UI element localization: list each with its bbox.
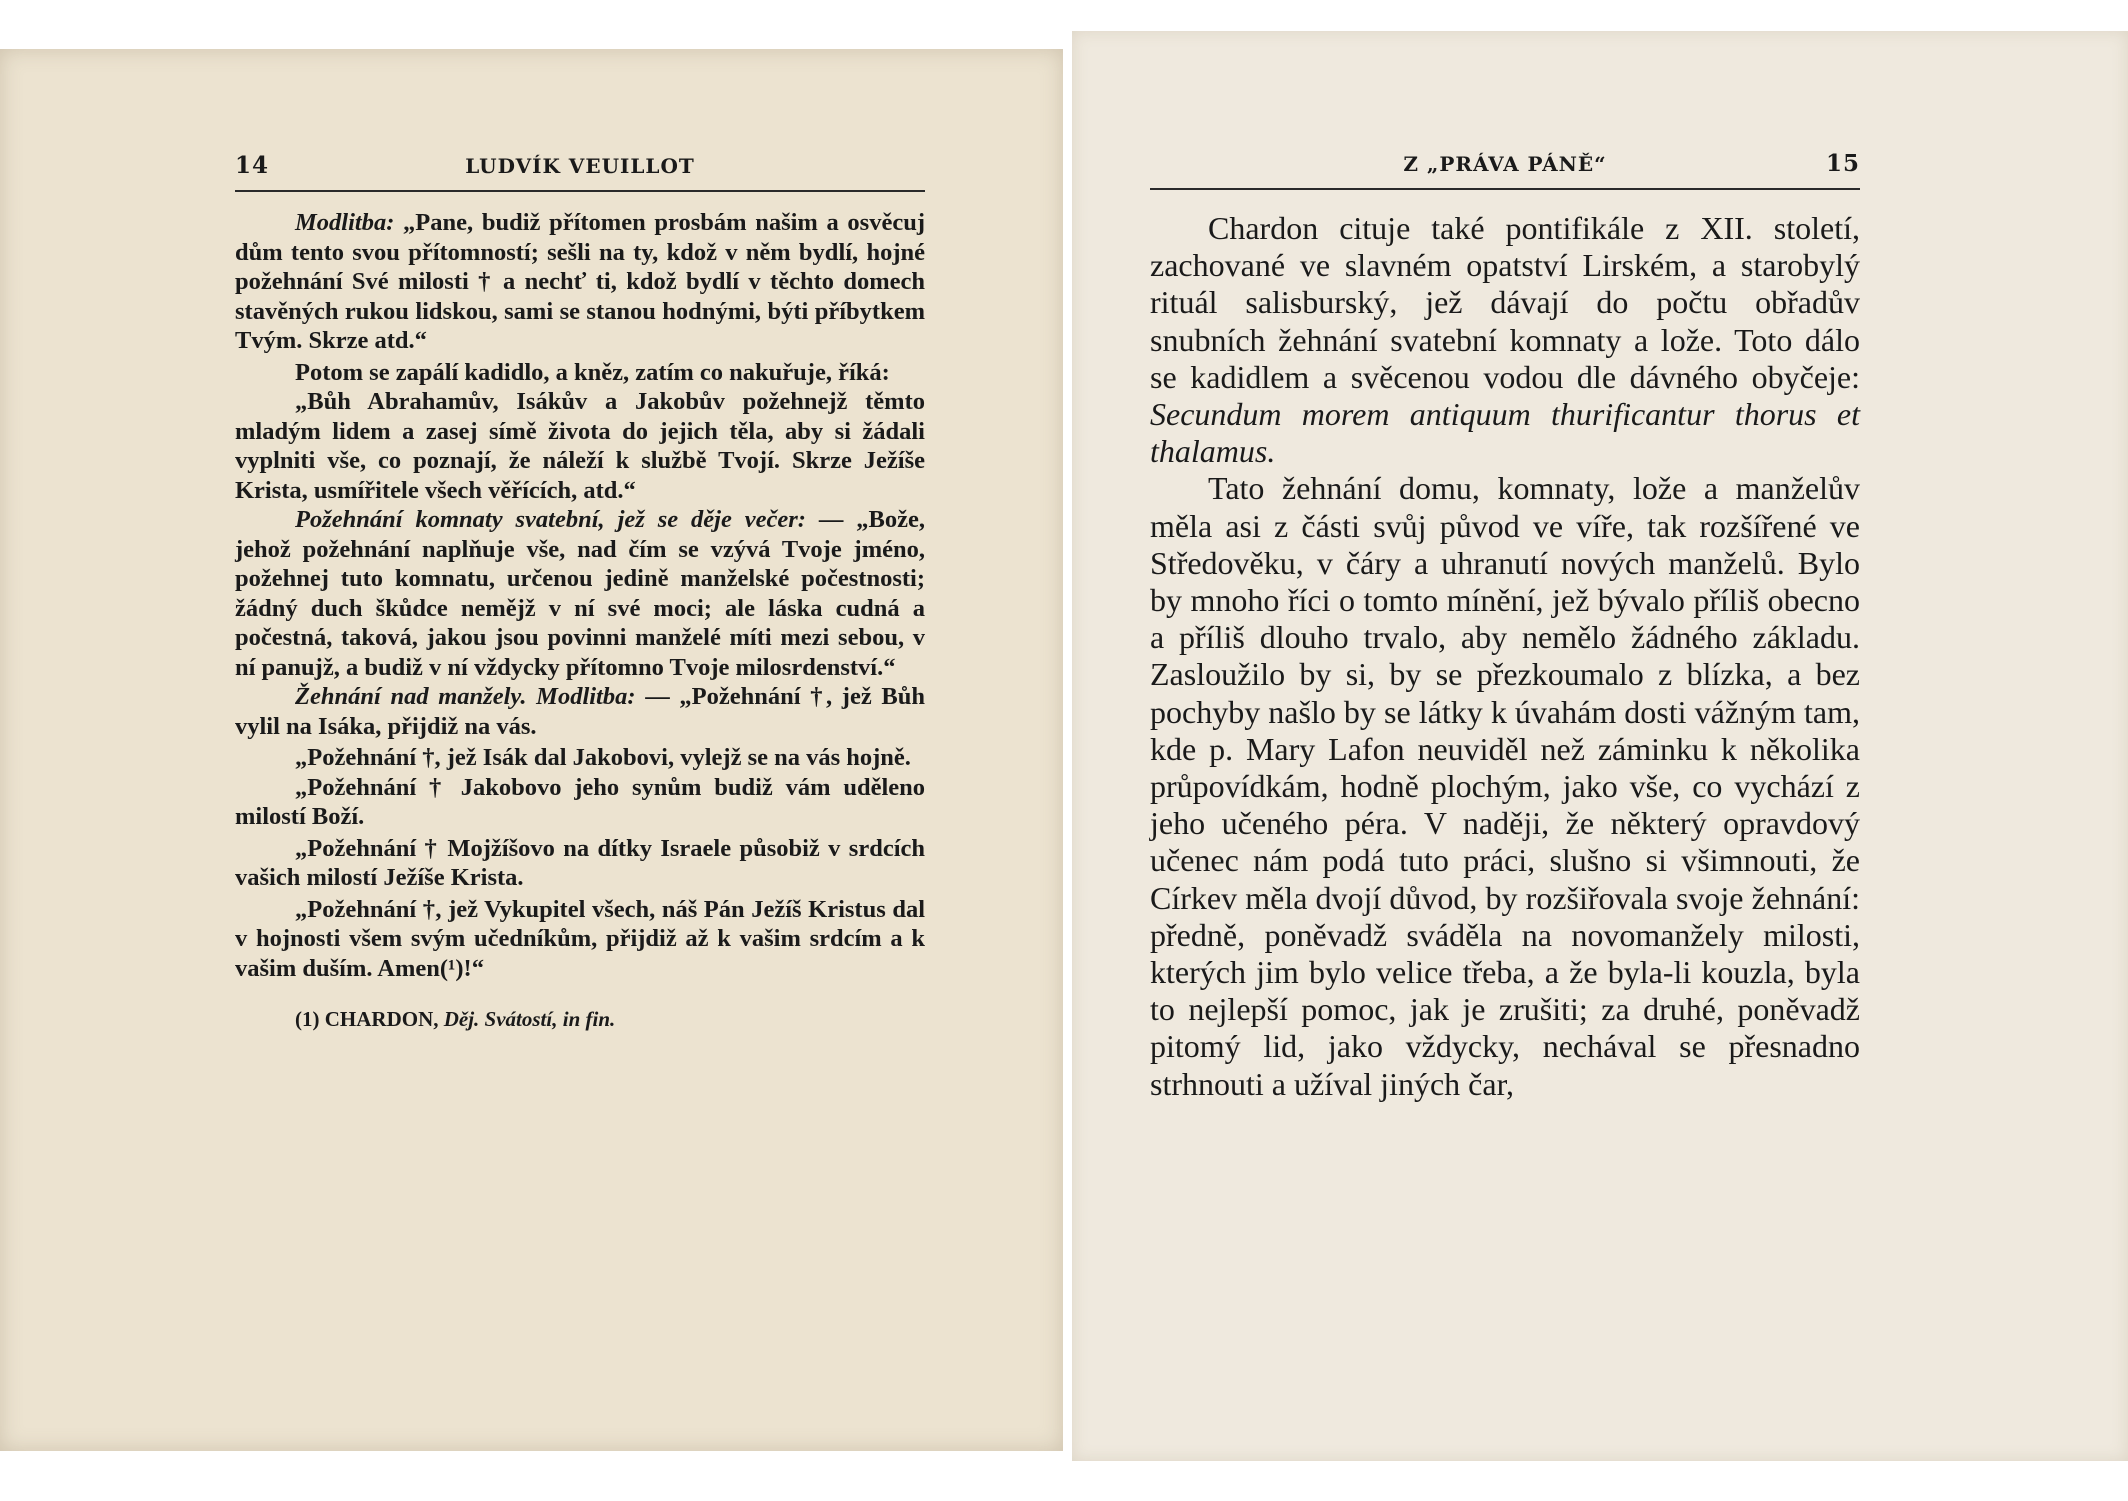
right-paragraph-2 [1150,470,1860,1102]
left-body-text [235,208,925,1035]
left-page-number: 14 [235,152,270,179]
left-paragraph-4-lead: Požehnání komnaty svatební, jež se děje večer: [295,506,806,533]
left-paragraph-4 [235,505,925,682]
left-paragraph-1 [235,208,925,356]
left-paragraph-2 [235,358,925,388]
left-paragraph-5-text: — „Požehnání †, jež Bůh vylil na Isáka, přijdiž na vás. [235,683,925,740]
right-header-rule [1150,188,1860,190]
left-paragraph-8-text: „Požehnání † Mojžíšovo na dítky Israele působiž v srdcích vašich milostí Ježíše Krista. [235,834,925,891]
left-paragraph-6-text: „Požehnání †, jež Isák dal Jakobovi, vylejž se na vás hojně. [295,744,911,771]
left-running-head: LUDVÍK VEUILLOT [465,154,695,178]
left-running-header [235,152,925,186]
left-paragraph-2-text: Potom se zapálí kadidlo, a kněz, zatím co nakuřuje, říká: [295,358,890,386]
left-paragraph-7 [235,773,925,832]
left-paragraph-1-lead: Modlitba: [295,209,395,236]
right-paragraph-2-text: Tato žehnání domu, komnaty, lože a manželův měla asi z části svůj původ ve víře, tak rozšířené ve Středověku, v čáry a uhranutí nových manželů. Bylo by mnoho říci o tomto mínění, jež bývalo příliš obecno a příliš dlouho trvalo, aby nemělo žádného základu. Zasloužilo by si, by se přezkoumalo z blízka, a bez pochyby našlo by se látky k úvahám dosti vážným tam, kde p. Mary Lafon neuviděl než záminku k několika průpovídkám, hodně plochým, jako vše, co vychází z jeho učeného péra. V naději, že některý opravdový učenec nám podá tuto práci, slušno si všimnouti, že Církev měla dvojí důvod, by rozšiřovala svoje žehnání: předně, poněvadž sváděla na novomanžely milosti, kterých jim bylo velice třeba, a že byla-li kouzla, byla to nejlepší pomoc, jak je zrušiti; za druhé, poněvadž pitomý lid, jako vždycky, nechával se přesnadno strhnouti a užíval jiných čar, [1150,470,1860,1102]
left-paragraph-9 [235,895,925,984]
right-paragraph-1-text: Chardon cituje také pontifikále z XII. století, zachované ve slavném opatství Lirském, a starobylý rituál salisburský, jež dávají do počtu obřadův snubních žehnání svatební komnaty a lože. Toto dálo se kadidlem a svěcenou vodou dle dávného obyčeje: [1150,210,1860,395]
left-paragraph-1-text: „Pane, budiž přítomen prosbám našim a osvěcuj dům tento svou přítomností; sešli na ty, kdož v něm bydlí, hojné požehnání Své milosti † a nechť ti, kdož bydlí v těchto domech stavěných rukou lidskou, sami se stanou hodnými, býti příbytkem Tvým. Skrze atd.“ [235,209,925,354]
left-paragraph-3-text: „Bůh Abrahamův, Isákův a Jakobův požehnejž těmto mladým lidem a zasej símě života do jejich těla, aby si žádali vyplniti vše, co poznají, že náleží k službě Tvojí. Skrze Ježíše Krista, usmířitele všech věřících, atd.“ [235,388,925,504]
footnote [235,1005,925,1035]
left-header-rule [235,190,925,192]
left-paragraph-5 [235,682,925,741]
left-paragraph-6 [235,743,925,773]
left-paragraph-8 [235,834,925,893]
left-paragraph-7-text: „Požehnání † Jakobovo jeho synům budiž vám uděleno milostí Boží. [235,773,925,830]
right-running-head: Z „PRÁVA PÁNĚ“ [1403,152,1607,176]
left-paragraph-3 [235,387,925,505]
right-page-number: 15 [1825,150,1860,177]
right-paragraph-1-latin: Secundum morem antiquum thurificantur thorus et thalamus. [1150,396,1860,470]
right-body-text [1150,210,1860,1103]
left-paragraph-4-text: — „Bože, jehož požehnání naplňuje vše, nad čím se vzývá Tvoje jméno, požehnej tuto komnatu, určenou jedině manželské počestnosti; žádný duch škůdce nemějž v ní své moci; ale láska cudná a počestná, taková, jakou jsou povinni manželé míti mezi sebou, v ní panujž, a budiž v ní vždycky přítomno Tvoje milosrdenství.“ [235,506,925,681]
footnote-italic: Děj. Svátostí, in fin. [438,1007,616,1031]
right-running-header [1150,150,1860,184]
left-paragraph-5-lead: Žehnání nad manžely. Modlitba: [295,683,636,710]
footnote-text: (1) CHARDON, [295,1007,439,1031]
left-paragraph-9-text: „Požehnání †, jež Vykupitel všech, náš Pán Ježíš Kristus dal v hojnosti všem svým učedníkům, přijdiž až k vašim srdcím a k vašim duším. Amen(¹)!“ [235,895,925,982]
right-paragraph-1 [1150,210,1860,470]
